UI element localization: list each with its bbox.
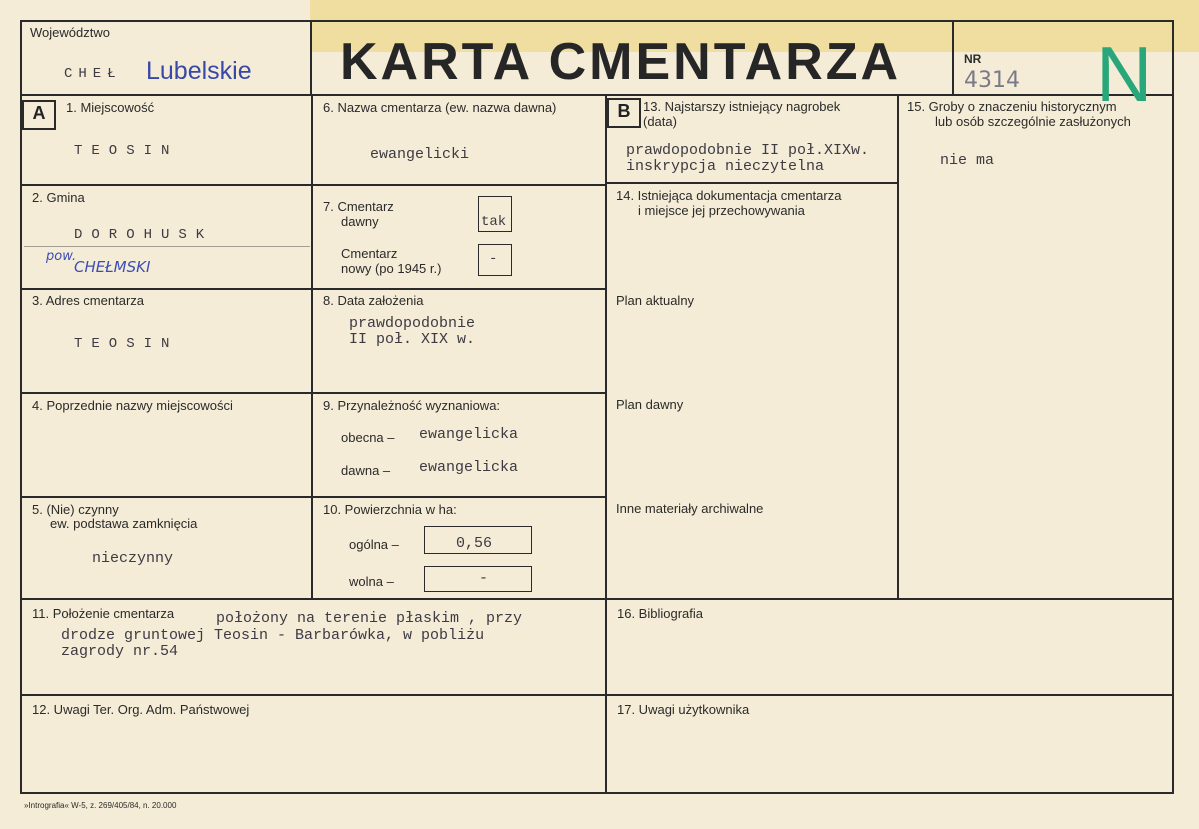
f7-label-1: 7. Cmentarz [323, 199, 394, 214]
f8-value-1: prawdopodobnie [349, 315, 476, 332]
f3-value: TEOSIN [74, 336, 179, 352]
header-divider-2 [952, 20, 954, 96]
f2-pow-label: pow. [46, 249, 77, 264]
header-divider-1 [310, 20, 312, 96]
row-line-1 [20, 184, 607, 186]
f6-label: 6. Nazwa cmentarza (ew. nazwa dawna) [323, 100, 557, 115]
f13-label-1: 13. Najstarszy istniejący nagrobek [643, 99, 841, 114]
col-divider-2 [605, 95, 607, 794]
wojewodztwo-label: Województwo [30, 25, 110, 40]
col-divider-3 [897, 95, 899, 600]
f8-value-2: II poł. XIX w. [349, 331, 476, 348]
f11-value-1: położony na terenie płaskim , przy [216, 610, 523, 627]
f6-value: ewangelicki [370, 146, 470, 163]
border-bottom [20, 792, 1174, 794]
f9-obecna-label: obecna – [341, 430, 395, 445]
f10-ogolna-label: ogólna – [349, 537, 399, 552]
plan-aktualny-label: Plan aktualny [616, 293, 695, 308]
f11-value-3: zagrody nr.54 [61, 643, 179, 660]
f4-label: 4. Poprzednie nazwy miejscowości [32, 398, 233, 413]
wojewodztwo-typed: CHEŁ [64, 66, 122, 82]
f10-ogolna-value: 0,56 [456, 535, 493, 552]
nr-value: 4314 [964, 68, 1020, 93]
f8-label: 8. Data założenia [323, 293, 424, 308]
f7-dawny-value: tak [481, 214, 507, 230]
f9-label: 9. Przynależność wyznaniowa: [323, 398, 501, 413]
f2-label: 2. Gmina [32, 190, 85, 205]
row-line-4 [20, 496, 607, 498]
f5-label-2: ew. podstawa zamknięcia [50, 516, 198, 531]
f15-value: nie ma [940, 152, 995, 169]
row-line-6 [20, 694, 1174, 696]
f9-dawna-value: ewangelicka [419, 459, 519, 476]
f12-label: 12. Uwagi Ter. Org. Adm. Państwowej [32, 702, 250, 717]
border-top [20, 20, 1174, 22]
f15-label-2: lub osób szczególnie zasłużonych [935, 114, 1131, 129]
f10-wolna-label: wolna – [349, 574, 394, 589]
print-info: »Intrografia« W-5, z. 269/405/84, n. 20.000 [24, 801, 177, 810]
f11-label: 11. Położenie cmentarza [32, 606, 175, 621]
f14-label-2: i miejsce jej przechowywania [638, 203, 805, 218]
f5-value: nieczynny [92, 550, 174, 567]
f2-pow-value: CHEŁMSKI [74, 258, 151, 276]
f9-obecna-value: ewangelicka [419, 426, 519, 443]
f14-label-1: 14. Istniejąca dokumentacja cmentarza [616, 188, 842, 203]
f1-label: 1. Miejscowość [66, 100, 155, 115]
f7-nowy-value: - [489, 251, 498, 267]
inne-materialy-label: Inne materiały archiwalne [616, 501, 764, 516]
row-line-5 [20, 598, 1174, 600]
f16-label: 16. Bibliografia [617, 606, 703, 621]
row-line-b [605, 182, 899, 184]
f13-value-2: inskrypcja nieczytelna [626, 158, 825, 175]
f5-label-1: 5. (Nie) czynny [32, 502, 119, 517]
wojewodztwo-stamp: Lubelskie [146, 57, 252, 85]
plan-dawny-label: Plan dawny [616, 397, 684, 412]
row-line-3 [20, 392, 607, 394]
border-left [20, 20, 22, 794]
f15-label-1: 15. Groby o znaczeniu historycznym [907, 99, 1117, 114]
f10-wolna-box [424, 566, 532, 592]
row-line-2 [20, 288, 607, 290]
border-right [1172, 20, 1174, 794]
f10-label: 10. Powierzchnia w ha: [323, 502, 457, 517]
header-bottom-line [20, 94, 1174, 96]
f7-label-4: nowy (po 1945 r.) [341, 261, 442, 276]
f13-value-1: prawdopodobnie II poł.XIXw. [626, 142, 870, 159]
col-divider-1 [311, 95, 313, 600]
f3-label: 3. Adres cmentarza [32, 293, 144, 308]
section-b-letter: B [617, 101, 631, 121]
f11-value-2: drodze gruntowej Teosin - Barbarówka, w pobliżu [61, 627, 485, 644]
f7-label-3: Cmentarz [341, 246, 398, 261]
section-a-letter: A [32, 103, 46, 123]
f9-dawna-label: dawna – [341, 463, 391, 478]
f13-label-2: (data) [643, 114, 677, 129]
nr-label: NR [964, 52, 982, 66]
card-title: KARTA CMENTARZA [340, 33, 902, 91]
f1-value: TEOSIN [74, 143, 179, 159]
f7-label-2: dawny [341, 214, 379, 229]
big-letter-n: N [1096, 30, 1153, 118]
gmina-underline [24, 246, 310, 247]
f2-value: DOROHUSK [74, 227, 214, 243]
f17-label: 17. Uwagi użytkownika [617, 702, 750, 717]
f10-wolna-value: - [479, 570, 489, 587]
